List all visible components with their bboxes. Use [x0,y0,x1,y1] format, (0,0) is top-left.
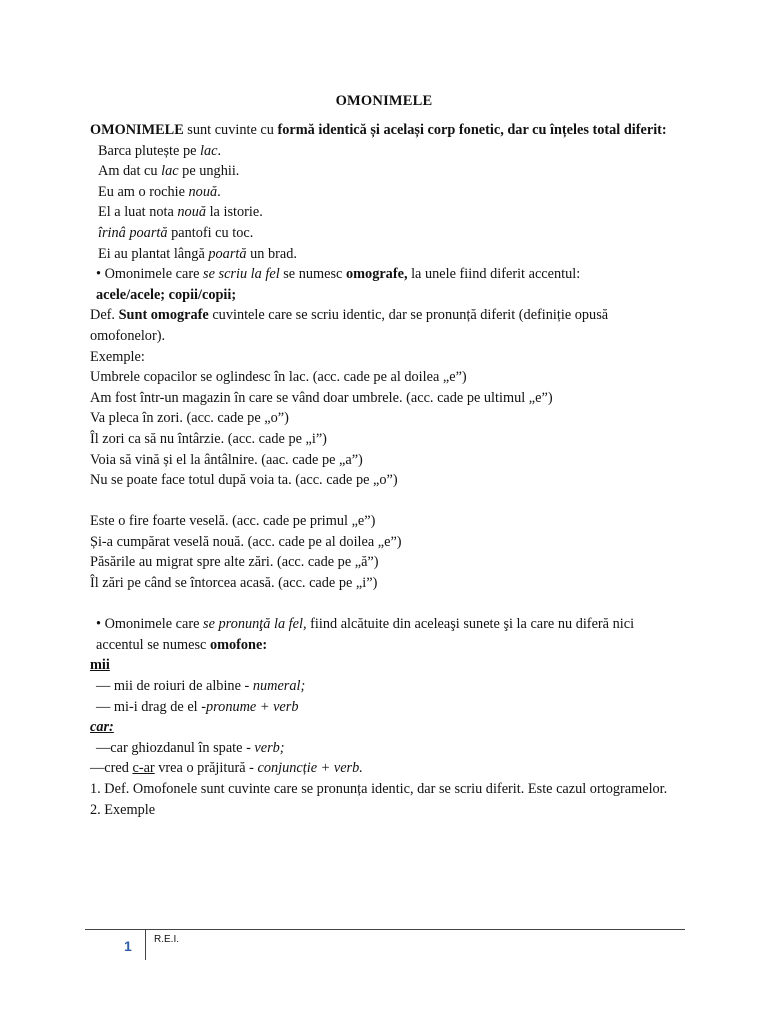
example-line: Eu am o rochie nouă. [98,183,221,200]
example-line: Am fost într-un magazin în care se vând doar umbrele. (acc. cade pe ultimul „e”) [90,389,553,406]
example-line: Barca plutește pe lac. [98,142,222,159]
example-line: El a luat nota nouă la istorie. [98,204,263,221]
example-line: Păsările au migrat spre alte zări. (acc. cade pe „ă”) [90,554,379,571]
example-line: Îl zori ca să nu întârzie. (acc. cade pe „i”) [90,430,327,447]
example-line: Îl zări pe când se întorcea acasă. (acc. cade pe „i”) [90,575,378,592]
example-line: Am dat cu lac pe unghii. [98,163,240,180]
examples-list-1 [90,141,680,265]
page-number: 1 [124,938,132,954]
intro-paragraph: OMONIMELE sunt cuvinte cu formă identică și același corp fonetic, dar cu înțeles total diferit: [90,122,667,138]
example-line: îrinâ poartă pantofi cu toc. [98,224,254,241]
example-line: Ei au plantat lângă poartă un brad. [98,245,297,262]
spacer [90,491,680,512]
exemple-label: Exemple: [90,348,145,365]
intro-definition: formă identică și același corp fonetic, dar cu înțeles total diferit: [277,122,667,138]
word-mii: mii [90,657,110,674]
examples-list-2 [90,367,680,491]
example-line: Umbrele copacilor se oglindesc în lac. (acc. cade pe al doilea „e”) [90,369,467,386]
mii-line: — mii de roiuri de albine - numeral; [96,678,306,695]
omografe-bullet: • Omonimele care se scriu la fel se numesc omografe, la unele fiind diferit accentul: [96,266,581,283]
omografe-pairs: acele/acele; copii/copii; [96,286,237,303]
example-line: Voia să vină și el la ântâlnire. (aac. cade pe „a”) [90,451,363,468]
definition-omofone: 1. Def. Omofonele sunt cuvinte care se pronunța identic, dar se scriu diferit. Este cazul ortogramelor. [90,781,668,797]
intro-term: OMONIMELE [90,122,184,138]
example-line: Și-a cumpărat veselă nouă. (acc. cade pe al doilea „e”) [90,533,402,550]
mii-line: — mi-i drag de el -pronume + verb [96,698,299,715]
car-line: —cred c-ar vrea o prăjitură - conjuncție + verb. [90,760,363,777]
document-body [90,120,680,820]
spacer [90,594,680,615]
example-line: Nu se poate face totul după voia ta. (acc. cade pe „o”) [90,472,398,489]
footer-divider [85,929,685,930]
definition-omografe: Def. Sunt omografe cuvintele care se scriu identic, dar se pronunță diferit (definiție opusă omofonelor). [90,307,609,344]
car-line: —car ghiozdanul în spate - verb; [96,739,285,756]
page-title: OMONIMELE [335,93,433,109]
word-car: car: [90,719,114,736]
examples-list-3 [90,511,680,593]
example-line: Este o fire foarte veselă. (acc. cade pe primul „e”) [90,513,376,530]
footer-text: R.E.I. [154,934,180,945]
footer-vertical-divider [145,930,146,960]
example-line: Va pleca în zori. (acc. cade pe „o”) [90,410,289,427]
omofone-bullet: • Omonimele care se pronunţă la fel, fiind alcătuite din aceleaşi sunete şi la care nu diferă nici accentul se numesc omofone: [96,616,635,653]
exemple-heading: 2. Exemple [90,801,156,818]
